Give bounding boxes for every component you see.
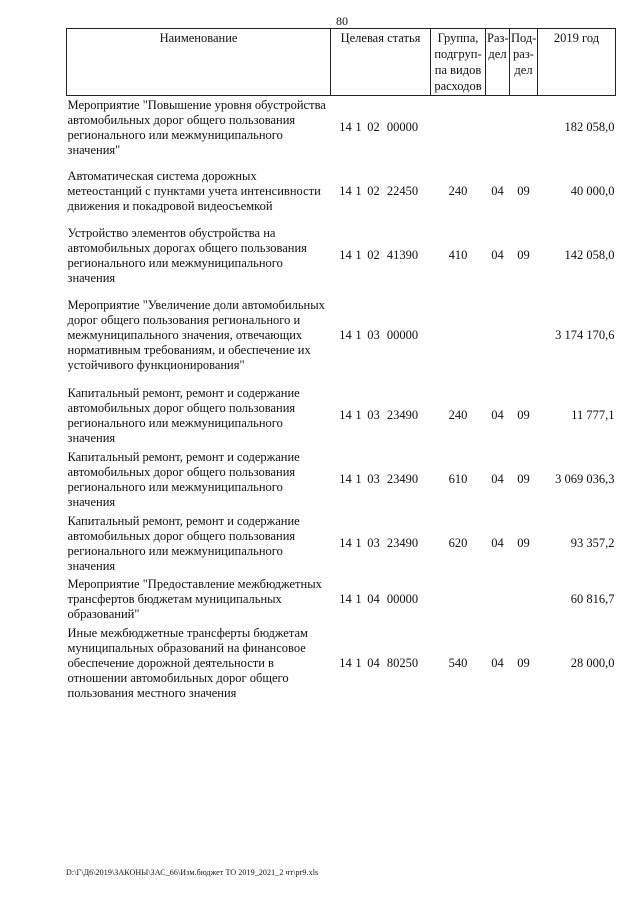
- row-subsection: 09: [517, 536, 530, 550]
- row-target-article: [331, 96, 431, 160]
- target-article-code-3: 03: [367, 328, 380, 342]
- target-article-code-4: 23490: [386, 472, 419, 486]
- row-section: 04: [491, 472, 504, 486]
- target-article-code-1: 14: [339, 120, 352, 135]
- row-section: 04: [491, 184, 504, 198]
- row-section: 04: [491, 656, 504, 670]
- target-article-code-3: 03: [367, 536, 380, 550]
- target-article-code-4: 23490: [386, 408, 419, 422]
- row-expense-group: [431, 288, 486, 384]
- row-section: 04: [491, 248, 504, 262]
- target-article-code-3: 04: [367, 656, 380, 670]
- row-target-article: [331, 224, 431, 288]
- row-amount-2019: 28 000,0: [570, 656, 615, 670]
- target-article-code-1: 14: [339, 656, 352, 670]
- target-article-code-2: 1: [355, 656, 362, 670]
- row-amount-2019: 11 777,1: [571, 408, 615, 422]
- table-row: [67, 512, 616, 576]
- table-row: [67, 448, 616, 512]
- table-row: [67, 624, 616, 704]
- row-target-article: [331, 576, 431, 624]
- row-amount-2019: 182 058,0: [564, 120, 615, 135]
- header-year-2019: 2019 год: [538, 29, 616, 96]
- header-expense-group: Группа, подгруп-па видов расходов: [431, 29, 486, 96]
- target-article-code-4: 22450: [386, 184, 419, 198]
- row-subsection: 09: [517, 184, 530, 198]
- row-amount-2019: 3 069 036,3: [555, 472, 615, 486]
- target-article-code-4: 00000: [386, 592, 419, 606]
- row-name: Мероприятие "Увеличение доли автомобильных дорог общего пользования регионального и межмуниципального значения, отвечающих нормативным требованиям, и обеспечение их устойчивого функционирования": [67, 298, 325, 372]
- row-name: Капитальный ремонт, ремонт и содержание автомобильных дорог общего пользования регионального или межмуниципального значения: [67, 449, 300, 509]
- table-row: [67, 288, 616, 384]
- row-name: Устройство элементов обустройства на автомобильных дорогах общего пользования регионального или межмуниципального значения: [67, 225, 307, 285]
- target-article-code-1: 14: [339, 184, 352, 198]
- row-subsection: 09: [517, 408, 530, 422]
- header-subsection: Под-раз-дел: [510, 29, 538, 96]
- row-subsection: 09: [517, 656, 530, 670]
- header-name: Наименование: [67, 29, 331, 96]
- row-target-article: [331, 384, 431, 448]
- row-amount-2019: 60 816,7: [570, 592, 615, 606]
- target-article-code-3: 02: [367, 248, 380, 262]
- target-article-code-3: 03: [367, 472, 380, 486]
- target-article-code-3: 02: [367, 184, 380, 198]
- table-row: [67, 224, 616, 288]
- row-section: [486, 96, 510, 160]
- row-name: Капитальный ремонт, ремонт и содержание автомобильных дорог общего пользования регионального или межмуниципального значения: [67, 513, 300, 573]
- row-name: Иные межбюджетные трансферты бюджетам муниципальных образований на финансовое обеспечение дорожной деятельности в отношении автомобильных дорог общего пользования местного значения: [67, 626, 308, 700]
- row-target-article: [331, 624, 431, 704]
- target-article-code-4: 00000: [386, 120, 419, 135]
- row-name: Мероприятие "Повышение уровня обустройства автомобильных дорог общего пользования регионального или межмуниципального значения": [67, 97, 326, 157]
- target-article-code-1: 14: [339, 328, 352, 342]
- table-row: [67, 576, 616, 624]
- table-body: [67, 96, 616, 704]
- header-target-article: Целевая статья: [331, 29, 431, 96]
- target-article-code-3: 03: [367, 408, 380, 422]
- row-expense-group: [431, 96, 486, 160]
- row-expense-group: 620: [448, 536, 468, 550]
- target-article-code-2: 1: [355, 248, 362, 262]
- target-article-code-3: 02: [367, 120, 380, 135]
- row-section: 04: [491, 536, 504, 550]
- row-name: Мероприятие "Предоставление межбюджетных трансфертов бюджетам муниципальных образований": [67, 577, 322, 621]
- table-row: [67, 96, 616, 160]
- row-amount-2019: 3 174 170,6: [555, 328, 615, 342]
- row-expense-group: 410: [448, 248, 468, 262]
- row-amount-2019: 93 357,2: [570, 536, 615, 550]
- target-article-code-2: 1: [355, 120, 362, 135]
- page-number: 80: [336, 14, 348, 28]
- target-article-code-4: 41390: [386, 248, 419, 262]
- row-amount-2019: 142 058,0: [564, 248, 615, 262]
- row-subsection: 09: [517, 472, 530, 486]
- row-section: [486, 288, 510, 384]
- row-name: Капитальный ремонт, ремонт и содержание автомобильных дорог общего пользования регионального или межмуниципального значения: [67, 385, 300, 445]
- target-article-code-1: 14: [339, 536, 352, 550]
- row-section: 04: [491, 408, 504, 422]
- row-subsection: [510, 576, 538, 624]
- target-article-code-2: 1: [355, 328, 362, 342]
- row-expense-group: 540: [448, 656, 468, 670]
- target-article-code-1: 14: [339, 592, 352, 606]
- row-target-article: [331, 160, 431, 224]
- row-expense-group: 240: [448, 408, 468, 422]
- row-target-article: [331, 512, 431, 576]
- row-subsection: [510, 96, 538, 160]
- table-row: [67, 384, 616, 448]
- target-article-code-4: 00000: [386, 328, 419, 342]
- target-article-code-4: 80250: [386, 656, 419, 670]
- budget-table: [66, 28, 616, 704]
- target-article-code-1: 14: [339, 408, 352, 422]
- row-expense-group: [431, 576, 486, 624]
- table-row: [67, 160, 616, 224]
- table-header-row: [67, 29, 616, 96]
- target-article-code-3: 04: [367, 592, 380, 606]
- footer-file-path: D:\Г\Д6\2019\ЗАКОНЫ\ЗАС_66\Изм.бюджет ТО 2019_2021_2 чт\pr9.xls: [66, 868, 319, 877]
- row-section: [486, 576, 510, 624]
- row-subsection: [510, 288, 538, 384]
- target-article-code-2: 1: [355, 592, 362, 606]
- target-article-code-2: 1: [355, 536, 362, 550]
- target-article-code-2: 1: [355, 408, 362, 422]
- target-article-code-4: 23490: [386, 536, 419, 550]
- row-amount-2019: 40 000,0: [570, 184, 615, 198]
- target-article-code-1: 14: [339, 472, 352, 486]
- row-target-article: [331, 448, 431, 512]
- row-subsection: 09: [517, 248, 530, 262]
- target-article-code-1: 14: [339, 248, 352, 262]
- target-article-code-2: 1: [355, 472, 362, 486]
- row-expense-group: 610: [448, 472, 468, 486]
- header-section: Раз-дел: [486, 29, 510, 96]
- row-target-article: [331, 288, 431, 384]
- row-expense-group: 240: [448, 184, 468, 198]
- target-article-code-2: 1: [355, 184, 362, 198]
- row-name: Автоматическая система дорожных метеостанций с пунктами учета интенсивности движения и покадровой видеосъемкой: [67, 169, 321, 213]
